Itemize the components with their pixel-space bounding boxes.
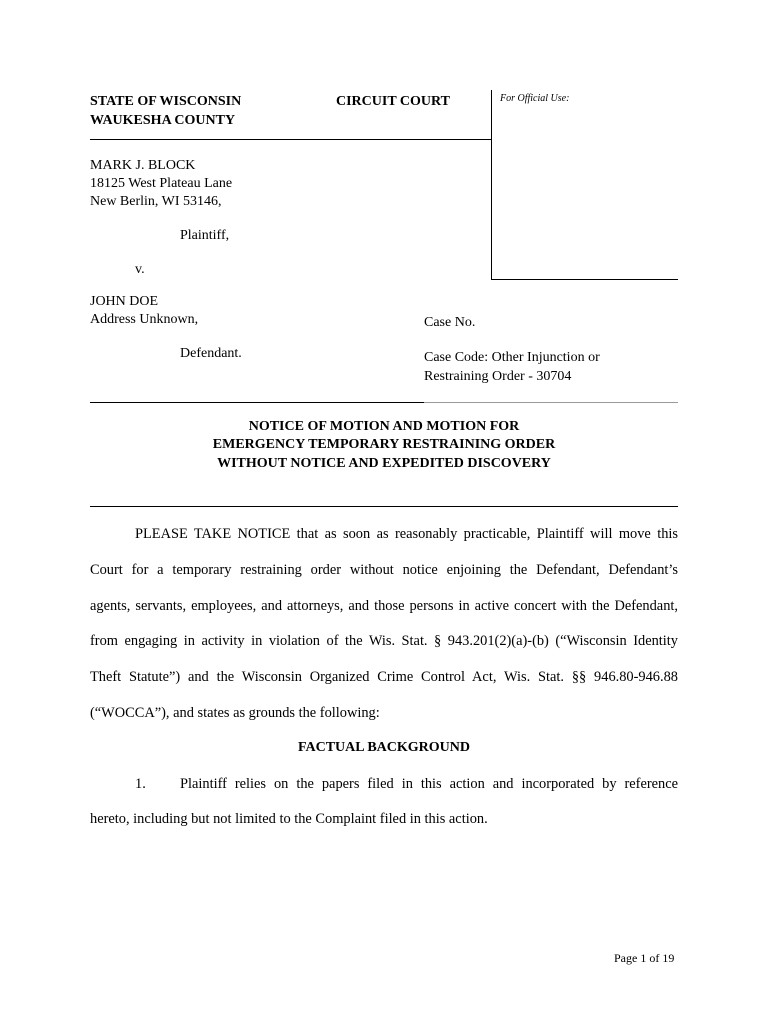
caption-bottom-rule [90, 402, 424, 403]
page-number: Page 1 of 19 [614, 951, 675, 965]
notice-paragraph-line: (“WOCCA”), and states as grounds the following: [90, 705, 380, 721]
document-title-line1: NOTICE OF MOTION AND MOTION FOR [248, 419, 520, 434]
paragraph-1-line: hereto, including but not limited to the Complaint filed in this action. [90, 811, 488, 827]
plaintiff-address-line1: 18125 West Plateau Lane [90, 176, 233, 191]
section-heading: FACTUAL BACKGROUND [297, 740, 471, 755]
document-title-line2: EMERGENCY TEMPORARY RESTRAINING ORDER [212, 437, 556, 452]
paragraph-1-line: Plaintiff relies on the papers filed in this action and incorporated by reference [180, 776, 678, 792]
official-box-left-border [491, 90, 492, 280]
plaintiff-role: Plaintiff, [180, 228, 230, 243]
defendant-role: Defendant. [180, 346, 242, 361]
versus-label: v. [135, 262, 145, 277]
official-use-label: For Official Use: [500, 93, 570, 104]
case-number-label: Case No. [424, 315, 476, 330]
court-heading: CIRCUIT COURT [336, 94, 450, 109]
case-code-line2: Restraining Order - 30704 [424, 369, 572, 384]
notice-paragraph-line: Court for a temporary restraining order without notice enjoining the Defendant, Defendant’s [90, 562, 678, 578]
county-heading: WAUKESHA COUNTY [90, 113, 236, 128]
notice-paragraph-line: PLEASE TAKE NOTICE that as soon as reasonably practicable, Plaintiff will move this [135, 526, 678, 542]
notice-paragraph-line: Theft Statute”) and the Wisconsin Organized Crime Control Act, Wis. Stat. §§ 946.80-946.88 [90, 669, 678, 685]
plaintiff-name: MARK J. BLOCK [90, 158, 196, 173]
plaintiff-address-line2: New Berlin, WI 53146, [90, 194, 222, 209]
document-title-line3: WITHOUT NOTICE AND EXPEDITED DISCOVERY [217, 456, 551, 471]
paragraph-number: 1. [135, 776, 146, 792]
caption-divider [90, 139, 491, 140]
title-bottom-rule [90, 506, 678, 507]
state-heading: STATE OF WISCONSIN [90, 94, 242, 109]
defendant-name: JOHN DOE [90, 294, 159, 309]
notice-paragraph-line: from engaging in activity in violation of the Wis. Stat. § 943.201(2)(a)-(b) (“Wisconsin Identity [90, 633, 678, 649]
caption-bottom-rule-right [424, 402, 678, 403]
defendant-address: Address Unknown, [90, 312, 199, 327]
case-code-line1: Case Code: Other Injunction or [424, 350, 600, 365]
notice-paragraph-line: agents, servants, employees, and attorneys, and those persons in active concert with the Defendant, [90, 598, 678, 614]
official-box-bottom-border [491, 279, 678, 280]
